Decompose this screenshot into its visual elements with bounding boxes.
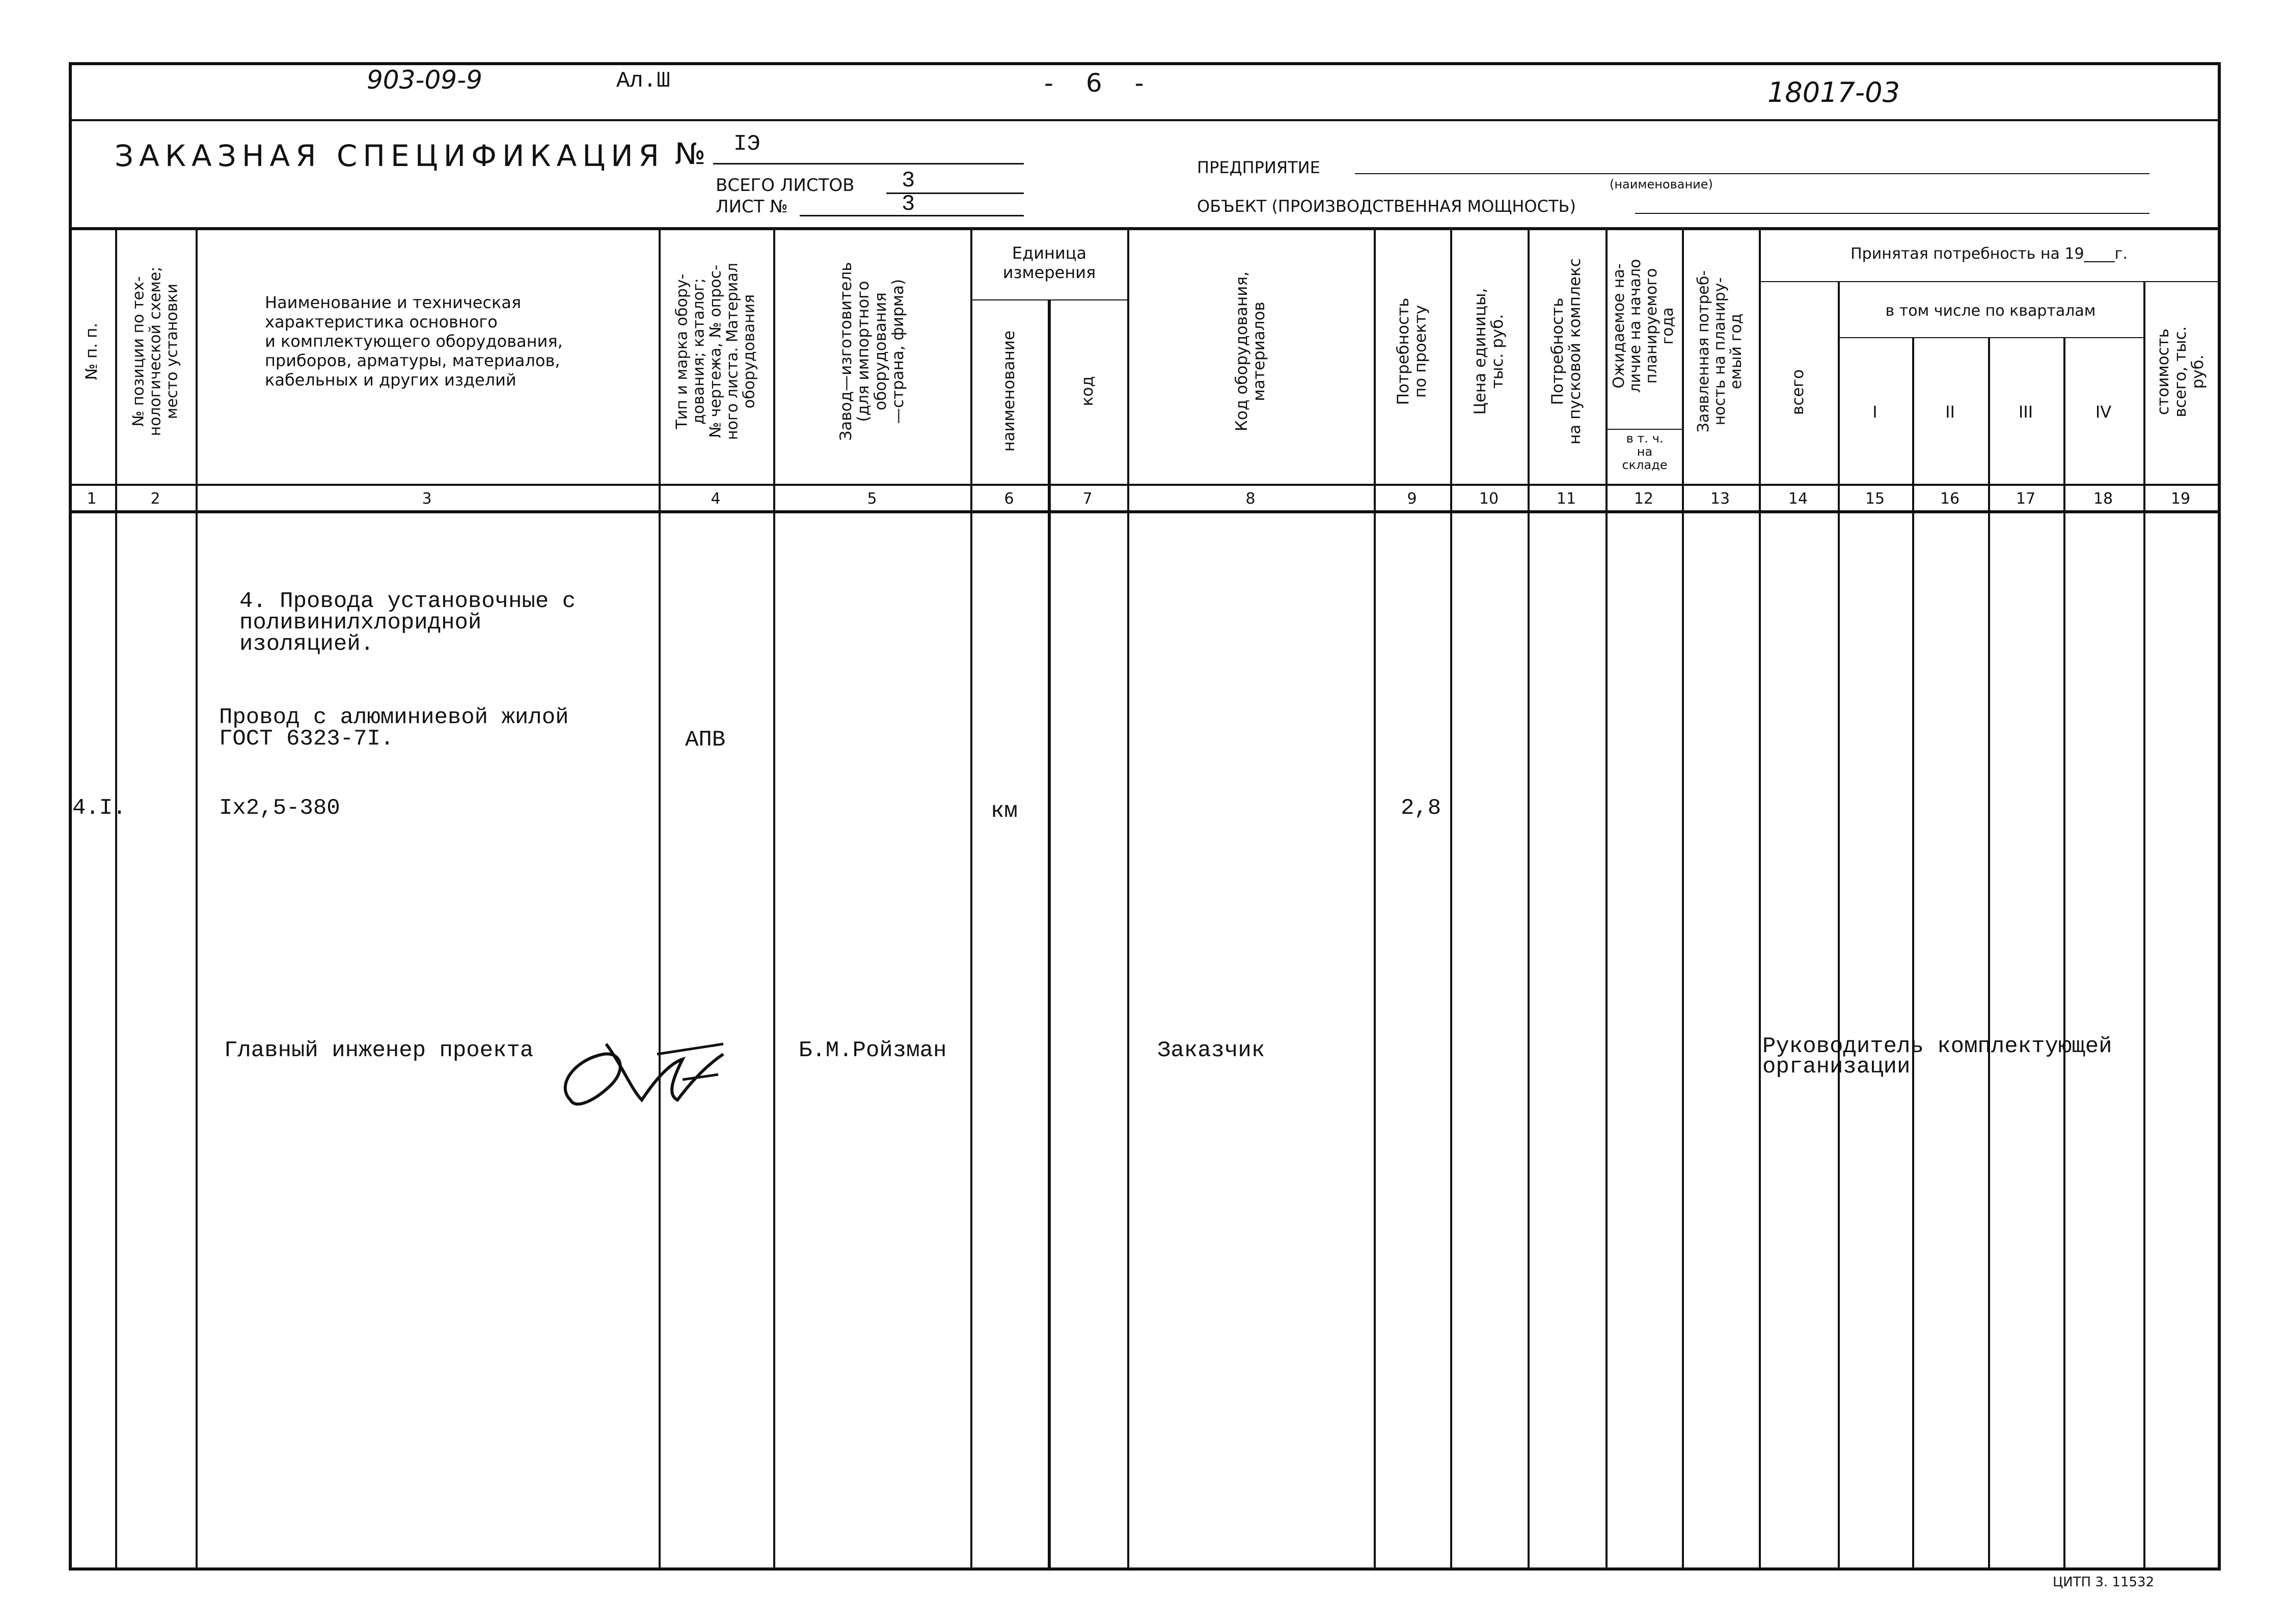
col-number-16: 16 xyxy=(1940,490,1960,508)
quarter-group-header: в том числе по кварталам xyxy=(1885,302,2096,320)
col-number-8: 8 xyxy=(1245,490,1256,508)
col-12-sub-header: в т. ч. на складе xyxy=(1622,431,1668,472)
chief-engineer-label: Главный инженер проекта xyxy=(224,1038,534,1063)
col-5-header: Завод—изготовитель (для импортного оборудования —страна, фирма) xyxy=(837,262,907,441)
col-9-header: Потребность по проекту xyxy=(1394,297,1430,405)
chief-engineer-name: Б.М.Ройзман xyxy=(799,1038,947,1063)
col-8-header: Код оборудования, материалов xyxy=(1233,271,1268,431)
section-title: 4. Провода установочные с поливинилхлоридной изоляцией. xyxy=(239,589,576,657)
row-number: 4.I. xyxy=(72,795,126,821)
document-number: 18017-03 xyxy=(1767,76,1900,108)
item-group-type: АПВ xyxy=(685,727,726,753)
col-2-header: № позиции по тех- нологической схеме; место установки xyxy=(129,266,181,436)
document-title: ЗАКАЗНАЯ СПЕЦИФИКАЦИЯ xyxy=(115,139,665,173)
col-number-2: 2 xyxy=(150,490,160,508)
col-number-12: 12 xyxy=(1634,490,1654,508)
col-6-header: наименование xyxy=(1000,331,1018,452)
col-13-header: Заявленная потреб- ность на планиру- емый год xyxy=(1695,270,1745,433)
col-15-header: I xyxy=(1872,402,1877,422)
col-number-18: 18 xyxy=(2093,490,2113,508)
col-7-header: код xyxy=(1078,376,1097,406)
col-number-9: 9 xyxy=(1407,490,1417,508)
page-number: - 6 - xyxy=(1044,68,1156,98)
col-number-17: 17 xyxy=(2016,490,2036,508)
album-number: Ал.Ш xyxy=(616,68,670,94)
unit-group-header: Единица измерения xyxy=(1002,243,1096,282)
col-16-header: II xyxy=(1945,402,1955,422)
total-sheets-value: 3 xyxy=(902,168,915,194)
col-number-5: 5 xyxy=(867,490,877,508)
project-code: 903-09-9 xyxy=(367,65,482,95)
object-label: ОБЪЕКТ (ПРОИЗВОДСТВЕННАЯ МОЩНОСТЬ) xyxy=(1197,197,1576,216)
sheet-number-value: 3 xyxy=(902,191,915,217)
customer-label: Заказчик xyxy=(1157,1038,1265,1063)
col-1-header: № п. п. xyxy=(83,322,101,380)
col-12-header: Ожидаемое на- личие на начало планируемого года xyxy=(1610,259,1677,393)
col-number-11: 11 xyxy=(1556,490,1576,508)
col-number-15: 15 xyxy=(1865,490,1885,508)
col-number-13: 13 xyxy=(1710,490,1730,508)
supplier-label: Руководитель комплектующей организации xyxy=(1762,1034,2112,1080)
col-number-7: 7 xyxy=(1082,490,1093,508)
col-18-header: IV xyxy=(2095,402,2112,422)
total-sheets-label: ВСЕГО ЛИСТОВ xyxy=(716,175,855,196)
col-14-header: всего xyxy=(1789,369,1807,415)
col-number-1: 1 xyxy=(87,490,97,508)
col-number-3: 3 xyxy=(422,490,432,508)
col-number-19: 19 xyxy=(2170,490,2191,508)
row-name: Ix2,5-380 xyxy=(219,795,340,821)
col-number-6: 6 xyxy=(1004,490,1014,508)
col-4-header: Тип и марка обору- дования; каталог; № чертежа, № опрос- ного листа. Материал оборудования xyxy=(673,262,758,441)
spec-number-label: № xyxy=(675,136,706,171)
col-3-header: Наименование и техническая характеристика основного и комплектующего оборудования, приборов, арматуры, материалов, кабельных и других изделий xyxy=(265,293,563,390)
col-11-header: Потребность на пусковой комплекс xyxy=(1548,258,1584,445)
col-10-header: Цена единицы, тыс. руб. xyxy=(1471,288,1507,415)
col-19-header: стоимость всего, тыс. руб. xyxy=(2154,326,2207,418)
row-need: 2,8 xyxy=(1401,795,1441,821)
col-number-14: 14 xyxy=(1788,490,1808,508)
sheet-number-label: ЛИСТ № xyxy=(716,197,788,217)
col-number-10: 10 xyxy=(1479,490,1499,508)
signature-icon xyxy=(555,1024,728,1125)
need-group-header: Принятая потребность на 19____г. xyxy=(1850,245,2128,263)
col-17-header: III xyxy=(2018,402,2033,422)
print-mark: ЦИТП 3. 11532 xyxy=(2053,1575,2155,1590)
row-unit: км xyxy=(991,799,1018,824)
enterprise-label: ПРЕДПРИЯТИЕ xyxy=(1197,158,1320,177)
spec-number-value: IЭ xyxy=(733,131,760,157)
item-group-name: Провод с алюминиевой жилой ГОСТ 6323-7I. xyxy=(219,705,569,752)
enterprise-hint: (наименование) xyxy=(1610,177,1713,191)
col-number-4: 4 xyxy=(711,490,721,508)
